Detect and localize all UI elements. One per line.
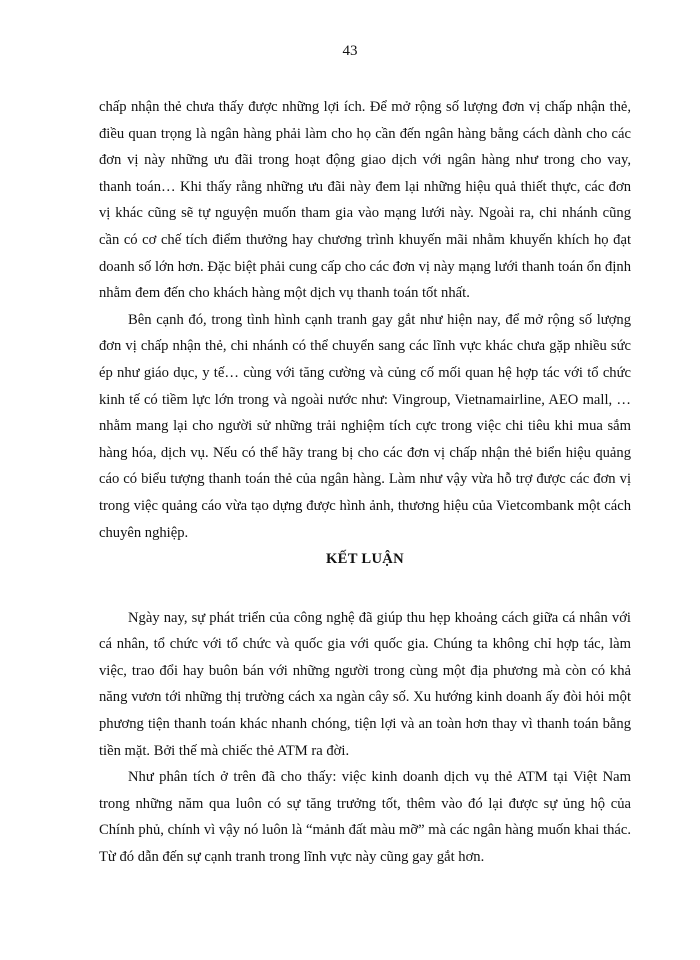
body-paragraph: chấp nhận thẻ chưa thấy được những lợi ích. Để mở rộng số lượng đơn vị chấp nhận thẻ, điều quan trọng là ngân hàng phải làm cho họ cần đến ngân hàng bằng cách dành cho các đơn vị này những ưu đãi trong hoạt động giao dịch với ngân hàng như trong cho vay, thanh toán… Khi thấy rằng những ưu đãi này đem lại những hiệu quả thiết thực, các đơn vị khác cũng sẽ tự nguyện muốn tham gia vào mạng lưới này. Ngoài ra, chi nhánh cũng cần có cơ chế tích điểm thưởng hay chương trình khuyến mãi nhằm khuyến khích họ đạt doanh số lớn hơn. Đặc biệt phải cung cấp cho các đơn vị này mạng lưới thanh toán ổn định nhằm đem đến cho khách hàng một dịch vụ thanh toán tốt nhất. bbox=[99, 99, 631, 302]
page-number: 43 bbox=[342, 43, 358, 59]
section-heading: KẾT LUẬN bbox=[326, 551, 404, 568]
heading-spacer bbox=[99, 573, 631, 605]
body-paragraph: Như phân tích ở trên đã cho thấy: việc kinh doanh dịch vụ thẻ ATM tại Việt Nam trong những năm qua luôn có sự tăng trưởng tốt, thêm vào đó lại được sự ủng hộ của Chính phủ, chính vì vậy nó luôn là “mảnh đất màu mỡ” mà các ngân hàng muốn khai thác. Từ đó dẫn đến sự cạnh tranh trong lĩnh vực này cũng gay gắt hơn. bbox=[99, 769, 631, 866]
body-paragraph: Ngày nay, sự phát triển của công nghệ đã giúp thu hẹp khoảng cách giữa cá nhân với cá nhân, tổ chức với tổ chức và quốc gia với quốc gia. Chúng ta không chỉ hợp tác, làm việc, trao đổi hay buôn bán với những người trong cùng một địa phương mà còn có khả năng vươn tới những thị trường cách xa ngàn cây số. Xu hướng kinh doanh ấy đòi hỏi một phương tiện thanh toán khác nhanh chóng, tiện lợi và an toàn hơn thay vì thanh toán bằng tiền mặt. Bởi thế mà chiếc thẻ ATM ra đời. bbox=[99, 609, 631, 759]
body-paragraph: Bên cạnh đó, trong tình hình cạnh tranh gay gắt như hiện nay, để mở rộng số lượng đơn vị chấp nhận thẻ, chi nhánh có thể chuyển sang các lĩnh vực khác chưa gặp nhiều sức ép như giáo dục, y tế… cùng với tăng cường và củng cố mối quan hệ hợp tác với tổ chức kinh tế có tiềm lực lớn trong và ngoài nước như: Vingroup, Vietnamairline, AEO mall, … nhằm mang lại cho người sử những trải nghiệm tích cực trong việc chi tiêu khi mua sắm hàng hóa, dịch vụ. Nếu có thể hãy trang bị cho các đơn vị chấp nhận thẻ biển hiệu quảng cáo có biểu tượng thanh toán thẻ của ngân hàng. Làm như vậy vừa hỗ trợ được các đơn vị trong việc quảng cáo vừa tạo dựng được hình ảnh, thương hiệu của Vietcombank một cách chuyên nghiệp. bbox=[99, 311, 631, 541]
page-body bbox=[99, 94, 631, 871]
